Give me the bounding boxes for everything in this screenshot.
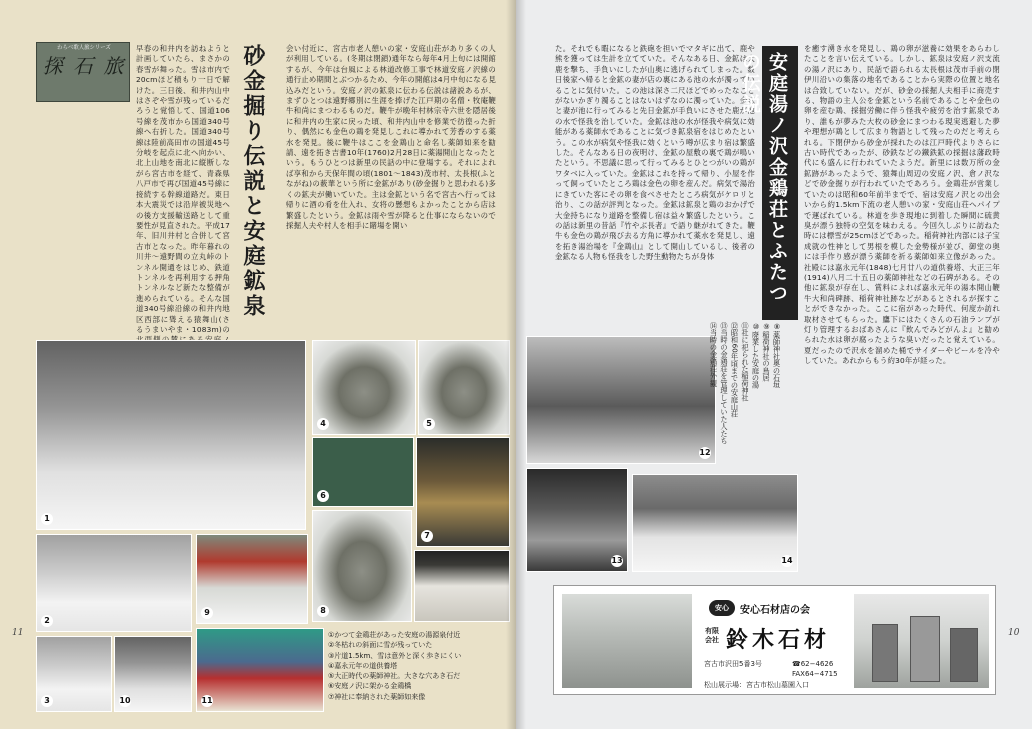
ad-address: 宮古市沢田5番3号 — [704, 660, 762, 668]
ad-showroom: 松山展示場：宮古市松山墓園入口 — [704, 681, 809, 689]
photo-9 — [196, 534, 308, 624]
ad-fax: FAX64−4715 — [792, 670, 838, 678]
photo-number-13: 13 — [611, 556, 623, 565]
gravestone-shape — [872, 624, 898, 682]
caption-14: ⑭当時の金鶏荘外観 — [709, 322, 719, 387]
right-col1 — [555, 44, 755, 319]
ad-anshin-logo: 安心 — [709, 600, 735, 616]
left-col2-text: 会い付近に、宮古市老人憩いの家・安庭山荘があり多くの人が利用している。(冬期は閉鎖)通年なら毎年4月上旬には開館するが、今年は台風による林道改修工事で林道安庭ノ沢線の通行止め期間とぶつかるため、今年の開館は4月中旬になる見込みだという。安庭ノ沢の鉱泉に伝わる伝説は諸説あるが、まずひとつは遠野郷別に生涯を捧げた江戸期の名僧・牧庵鞭牛和尚にまつわるものだ。鞭牛が晩年村林宗寺六世を隠居後に和井内の生家に戻った頃、和井内山中を修業で彷徨った折り、偶然にも金色の鶏を発見しこれに導かれて芳香のする薬水を発見。後に鞭牛はここを金鶏山と命名し薬師如来を勧請、遠を拓き吉書10年(1760)2月28日に薬湯開山となったという。もうひとつは新里の民話の中に登場する。それによれば享和から天保年間の頃(1801〜1843)茂市村、太長根(ふとながね)の薮華という所に金鉱があり(砂金掘りと思われる)多くの鉱夫が働いていた。主は金鉱という名で宮古へ行っては帰りに酒の肴を仕入れ、女将の懸想もよかったことから店は繁盛したという。金鉱は雨や雪が降ると仕事にならないので採掘人夫や村人を相手に賭場を開い — [286, 44, 496, 230]
ad-photo-showroom — [562, 594, 692, 688]
caption-11: ⑪社に祀られた稲荷神社 — [741, 322, 750, 402]
right-page-number: 10 — [1008, 628, 1020, 638]
right-captions — [708, 322, 782, 472]
left-col1-overflow — [36, 108, 230, 334]
series-title: 探 石 旅 — [42, 54, 126, 78]
photo-number-10: 10 — [119, 696, 131, 705]
right-col2 — [804, 44, 1000, 574]
caption-7: ⑦神社に奉納された薬師如来像 — [328, 692, 426, 701]
photo-7 — [416, 437, 510, 547]
caption-9: ⑨稲荷神社の鳥居 — [762, 322, 771, 382]
photo-11-sign — [414, 550, 510, 622]
photo-number-12: 12 — [699, 448, 711, 457]
gravestone-shape — [950, 628, 978, 682]
photo-number-3: 3 — [41, 695, 53, 707]
photo-3 — [36, 636, 112, 712]
caption-6: ⑥安庭ノ沢に架かる金鶏橋 — [328, 682, 412, 691]
caption-5: ⑤大正時代の薬師神社。大きな穴あき石だ — [328, 672, 461, 681]
photo-number-5: 5 — [423, 418, 435, 430]
series-label: わらべ歌人旅シリーズ — [57, 45, 111, 51]
caption-8: ⑧薬師神社奥の石垣 — [772, 322, 782, 389]
caption-3: ③片道1.5km、雪は意外と深く歩きにくい — [328, 651, 462, 660]
binding-gutter — [506, 0, 526, 729]
photo-5 — [418, 340, 510, 435]
right-page-title: 安庭湯ノ沢金鶏荘とふたつの伝説 — [762, 46, 798, 320]
photo-number-6: 6 — [317, 490, 329, 502]
caption-12: ⑫昭和60年頃までの安庭山荘 — [730, 322, 740, 418]
photo-number-8: 8 — [317, 605, 329, 617]
photo-number-14: 14 — [781, 556, 793, 565]
left-col1-text: 早春の和井内を訪ねようと計画していたら、まさかの春雪が舞った。雪は市内で20cmほど積もり一日で解けた。三日後、和井内山中はさぞや雪が残っているだろうと覚悟して、国道106号線を茂市から国道340号線へ右折した。国道340号線は陸前高田市の国道45号分岐を起点に北へ向かい、北上山地を南北に縦断しながら宮古市を経て、青森県八戸市で再び国道45号線に接続する幹線道路だ。東日本大震災では沿岸被災地への後方支援輸送路として重要性が見直された。平成17年、旧川井村と合併して宮古市となった。昨年暮れの川井〜遠野間の立丸峠のトンネル開通をはじめ、鉄道トンネルを再利用する押角トンネルなど新たな整備が進められている。そんな国道340号線沿線の和井内地区西部に聳える猿舞山(さるうまいやま・1083m)の — [136, 44, 230, 334]
ad-photo-gravestones — [854, 594, 989, 688]
ad-suzuki-sekizai — [553, 585, 996, 695]
photo-number-7: 7 — [421, 530, 433, 542]
photo-1 — [36, 340, 306, 530]
caption-1: ①かつて金鶏荘があった安庭の湯源泉付近 — [328, 631, 461, 639]
caption-2: ②冬枯れの斜面に雪が残っていた — [328, 641, 433, 650]
photo-10 — [114, 636, 192, 712]
photo-13 — [526, 468, 628, 572]
photo-number-4: 4 — [317, 418, 329, 430]
ad-company-name: 鈴木石材 — [726, 627, 831, 653]
photo-number-2: 2 — [41, 615, 53, 627]
photo-number-1: 1 — [41, 513, 53, 525]
photo-12 — [526, 336, 716, 464]
photo-11 — [196, 628, 324, 712]
right-col1-text: た。それでも暇になると鉄砲を担いでマタギに出て、鹿や熊を獲っては生計を立てていた。そんなある日、金鉱は大鹿を撃ち、手負いにしたが山奥に逃げられてしまった。数日後家へ帰ると金鉱の妻が店の裏にある池の水が濁っていることに気付いた。この池は深さ二尺ほどでめったなことがないかぎり濁ることはないはずなのに濁っていた。金鉱と妻が池に行ってみると先日金鉱が手負いにさせた鹿が池の水で怪我を治していた。金鉱は池の水が怪我や病気に効能がある薬師水であることに気づき鉱泉宿をはじめたという。この水が病気や怪我に効くという噂が広まり宿は繁盛した。そんなある日の夜明け、金鉱の屋敷の裏で鶏が鳴いたという。不思議に思って行ってみるとひとつがいの鶏がワタベに入っていた。金鉱はこれを持って帰り、小屋を作って飼っていたところ鶏は金色の卵を産んだ。病気で湯治にきていた客にその卵を食べさせたところ病気がケロリと治り、この話が評判となった。金鉱は鉱泉と鶏のおかげで大金持ちになり道路を整備し宿は益々繁盛したという。この話は新里の昔話『竹やぶ長者』で語り継がれてきた。鞭牛も金色の鶏が飛び去る方角に導かれて薬水を発見し、遠を拓き湯治場を『金鶏山』として開山しているし、後者の金鉱なる人物も怪我をした野生動物たちが身体 — [555, 44, 755, 262]
left-captions — [328, 630, 508, 702]
ad-tel: ☎62−4626 — [792, 660, 834, 668]
caption-13: ⑬当時の金鶏荘を管理していた人たち — [720, 322, 729, 445]
ad-association: 安心石材店の会 — [740, 605, 810, 616]
caption-10: ⑩廃業した安庭の湯 — [751, 322, 761, 389]
right-col2-text: を癒す湧き水を発見し、鶏の卵が滋養に効果をあらわしたことを言い伝えている。しかし、鉱泉は安庭ノ沢支流の湯ノ沢にあり、民話で語られる太長根は茂市手前の閉伊川沿いの集落の地名であることから実際の位置と地名は合致していない。だが、砂金の採掘人夫相手に商売する、物語の主人公を金鉱という名前であることや金色の卵を産む鶏、採掘労働に伴う怪我や疲労を治す鉱泉であり、誰もが夢みた大枚の砂金にまつわる現実逃避した夢や理想が鶏として広まり物語として残ったのだと考えられる。下閉伊から砂金が採れたのは江戸時代よりさらに古い時代であったが、砂鉄などの鐵鉄鉱の採掘は藩政時代にも盛んに行われていたようだ。新里には数万所の金鉱跡があったようで、猿舞山周辺の安庭ノ沢、倉ノ沢などで砂金掘りが行われていたであろう。金鶏荘が営業していたのは昭和60年前半までで、宿は安庭ノ沢との出会いから約1.5km下流の老人憩いの家・安庭山荘へパイプで運ばれている。林道を歩き現地に到着した瞬間に硫黄臭が漂う独特の空気を味わえる。今回久しぶりに訪ねた時には標雪が25cmほどであった。稲荷神社内部には子宝成就の性神として男根を模した金勢様が並び、御堂の奥には手作り感が漂う薬師を祈る薬師如来立像があった。社殿には嘉永元年(1848)七月廿八の道供養塔、大正三年(1914)八月二十五日の薬師神社などの石碑がある。その他に鉱泉が存在し、賞料によれば嘉永元年の湯本開山鞭牛大和尚碑跡、稲荷神社跡などがあるとされるが探すことができなかった。ここに宿があった時代、何度か訪れ取材させてもらった。鷹下にはたくさんの石油ランプが灯り管理するおばあさんに『飲んでみどがんよ』と勧められた水は卵が腐ったような臭いだったと覚えている。夏だったので沢水を溜めた桶でサイダーやビールを冷やしていた。あれからもう約30年が経った。 — [804, 44, 1000, 366]
photo-4 — [312, 340, 416, 435]
left-col2 — [286, 44, 496, 334]
caption-4: ④嘉永元年の道供養塔 — [328, 661, 398, 670]
photo-number-9: 9 — [201, 607, 213, 619]
left-col1-intro — [136, 44, 230, 334]
photo-number-11: 11 — [201, 696, 213, 705]
series-badge — [36, 42, 130, 102]
ad-company-type: 有限会社 — [705, 627, 719, 644]
left-page-number: 11 — [12, 628, 24, 638]
photo-2 — [36, 534, 192, 632]
photo-14 — [632, 474, 798, 572]
photo-8 — [312, 510, 412, 622]
photo-6 — [312, 437, 414, 507]
left-page-title: 砂金掘り伝説と安庭鉱泉 — [240, 44, 266, 319]
gravestone-shape — [910, 616, 940, 682]
